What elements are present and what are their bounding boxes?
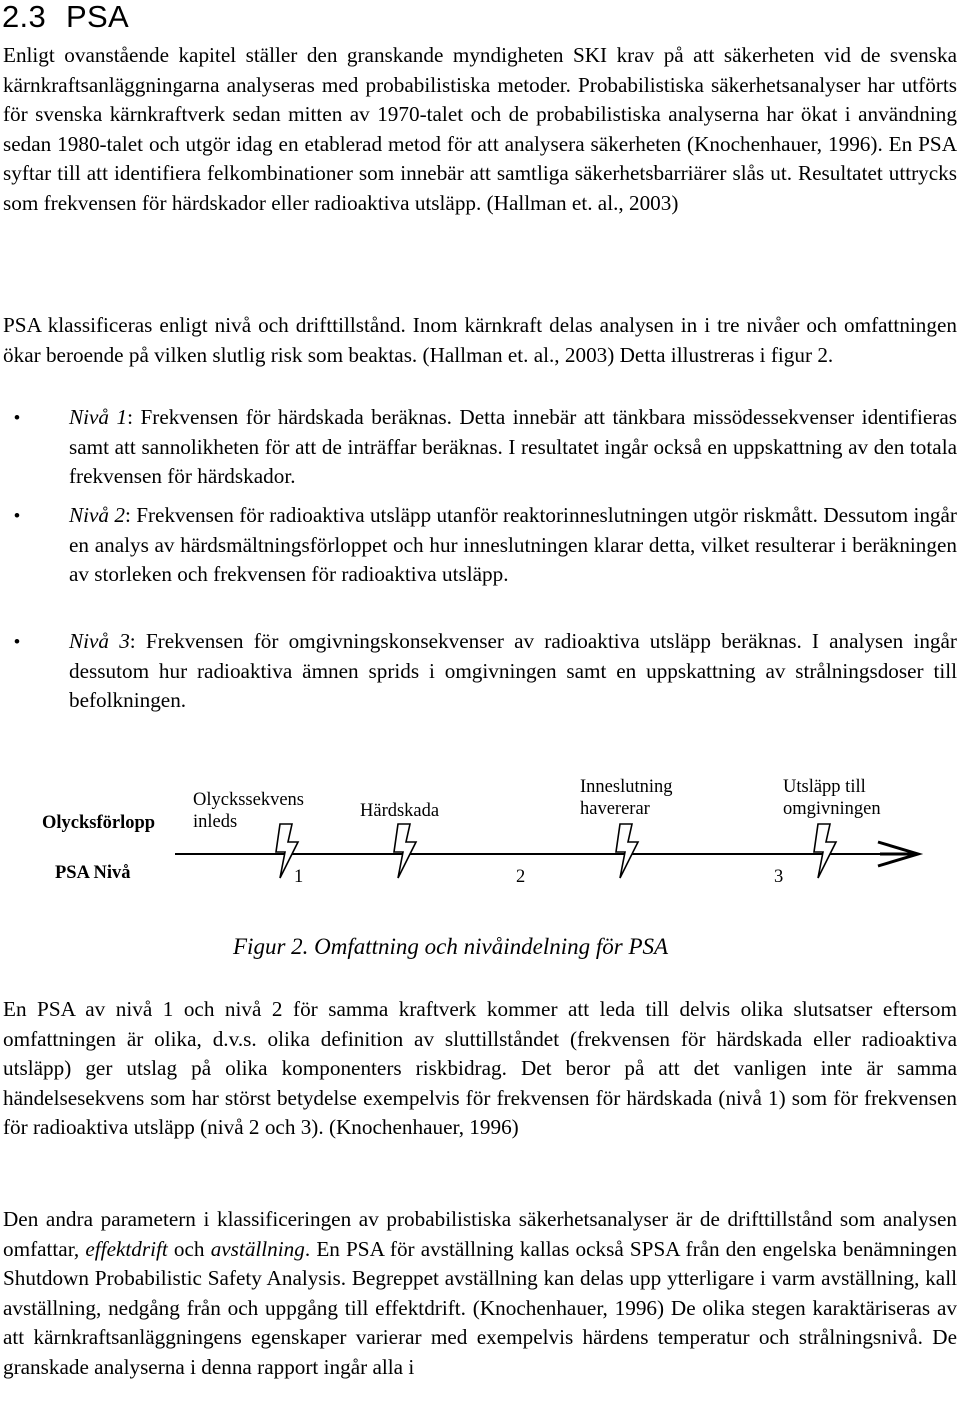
level-description: : Frekvensen för härdskada beräknas. Detta innebär att tänkbara missödessekvenser identifieras samt att sannolikheten för att de inträffar beräknas. I resultatet ingår också en uppskattning av den totala frekvensen för härdskador.: [69, 405, 957, 489]
section-number: 2.3: [2, 0, 46, 34]
list-item-level-1: [14, 403, 957, 492]
list-item-level-3: [14, 627, 957, 716]
text-run: och: [167, 1236, 211, 1261]
emphasis-term: avställning: [210, 1236, 305, 1261]
row-label-sequence: Olycksförlopp: [42, 813, 156, 833]
level-label: Nivå 3: [69, 629, 130, 653]
event-label: Härdskada: [360, 801, 440, 821]
section-title: PSA: [66, 0, 129, 34]
bullet-marker: •: [14, 408, 20, 427]
event-label: Utsläpp till omgivningen: [783, 777, 881, 819]
paragraph-classification: PSA klassificeras enligt nivå och drifttillstånd. Inom kärnkraft delas analysen in i tre nivåer och omfattningen ökar beroende på vilken slutlig risk som beaktas. (Hallman et. al., 2003) Detta illustreras i figur 2.: [3, 313, 957, 367]
lightning-icon: [394, 824, 416, 878]
row-label-level: PSA Nivå: [55, 863, 131, 883]
level-number: 1: [294, 867, 304, 887]
event-label: Inneslutning havererar: [580, 777, 673, 819]
bullet-marker: •: [14, 632, 20, 651]
text-run: Den andra parametern i klassificeringen av probabilistiska säkerhetsanalyser är de drifttillstånd som analysen omfattar,: [3, 1207, 957, 1261]
figure-caption: Figur 2. Omfattning och nivåindelning för PSA: [233, 934, 669, 959]
level-description: : Frekvensen för omgivningskonsekvenser av radioaktiva utsläpp beräknas. I analysen ingår dessutom hur radioaktiva ämnen sprids i omgivningen samt en uppskattning av strålningsdoser till befolkningen.: [69, 629, 957, 713]
event-label: Olyckssekvens inleds: [193, 790, 304, 832]
paragraph-level-comparison: En PSA av nivå 1 och nivå 2 för samma kraftverk kommer att leda till delvis olika slutsatser eftersom omfattningen är olika, d.v.s. olika definition av sluttillståndet (frekvensen för härdskada eller radioaktiva utsläpp) ger utslag på olika komponenters riskbidrag. Det beror på att det vanligen inte är samma händelsesekvens som har störst betydelse exempelvis för frekvensen för härdskada (nivå 1) som för frekvensen för radioaktiva utsläpp (nivå 2 och 3). (Knochenhauer, 1996): [3, 997, 957, 1140]
bullet-marker: •: [14, 506, 20, 525]
list-item-level-2: [14, 501, 957, 590]
level-label: Nivå 2: [69, 503, 125, 527]
text-run: . En PSA för avställning kallas också SPSA från den engelska benämningen Shutdown Probabilistic Safety Analysis. Begreppet avställning kan delas upp ytterligare i varm avställning, kall avställning, nedgång från och uppgång till effektdrift. (Knochenhauer, 1996) De olika stegen karaktäriseras av att kärnkraftsanläggningens egenskaper varierar med exempelvis härdens temperatur och strålningsnivå. De granskade analyserna i denna rapport ingår alla i: [3, 1236, 957, 1379]
emphasis-term: effektdrift: [85, 1236, 168, 1261]
paragraph-intro: Enligt ovanstående kapitel ställer den granskande myndigheten SKI krav på att säkerheten vid de svenska kärnkraftsanläggningarna analyseras med probabilistiska metoder. Probabilistiska säkerhetsanalyser har utförts för svenska kärnkraftverk sedan mitten av 1970-talet och de probabilistiska analyserna har ökat i användning sedan 1980-talet och utgör idag en etablerad metod för att analysera säkerheten (Knochenhauer, 1996). En PSA syftar till att identifiera felkombinationer som innebär att samtliga säkerhetsbarriärer slås ut. Resultatet uttrycks som frekvensen för härdskador eller radioaktiva utsläpp. (Hallman et. al., 2003): [3, 43, 957, 215]
lightning-icon: [616, 824, 638, 878]
level-number: 2: [516, 867, 526, 887]
paragraph-operating-states: [3, 1205, 957, 1383]
section-heading: [2, 0, 129, 36]
level-label: Nivå 1: [69, 405, 128, 429]
lightning-icon: [814, 824, 836, 878]
level-description: : Frekvensen för radioaktiva utsläpp utanför reaktorinneslutningen utgör riskmått. Dessutom ingår en analys av härdsmältningsförloppet och hur inneslutningen klarar detta, vilket resulterar i beräkningen av storleken och frekvensen för radioaktiva utsläpp.: [69, 503, 957, 587]
level-number: 3: [774, 867, 784, 887]
